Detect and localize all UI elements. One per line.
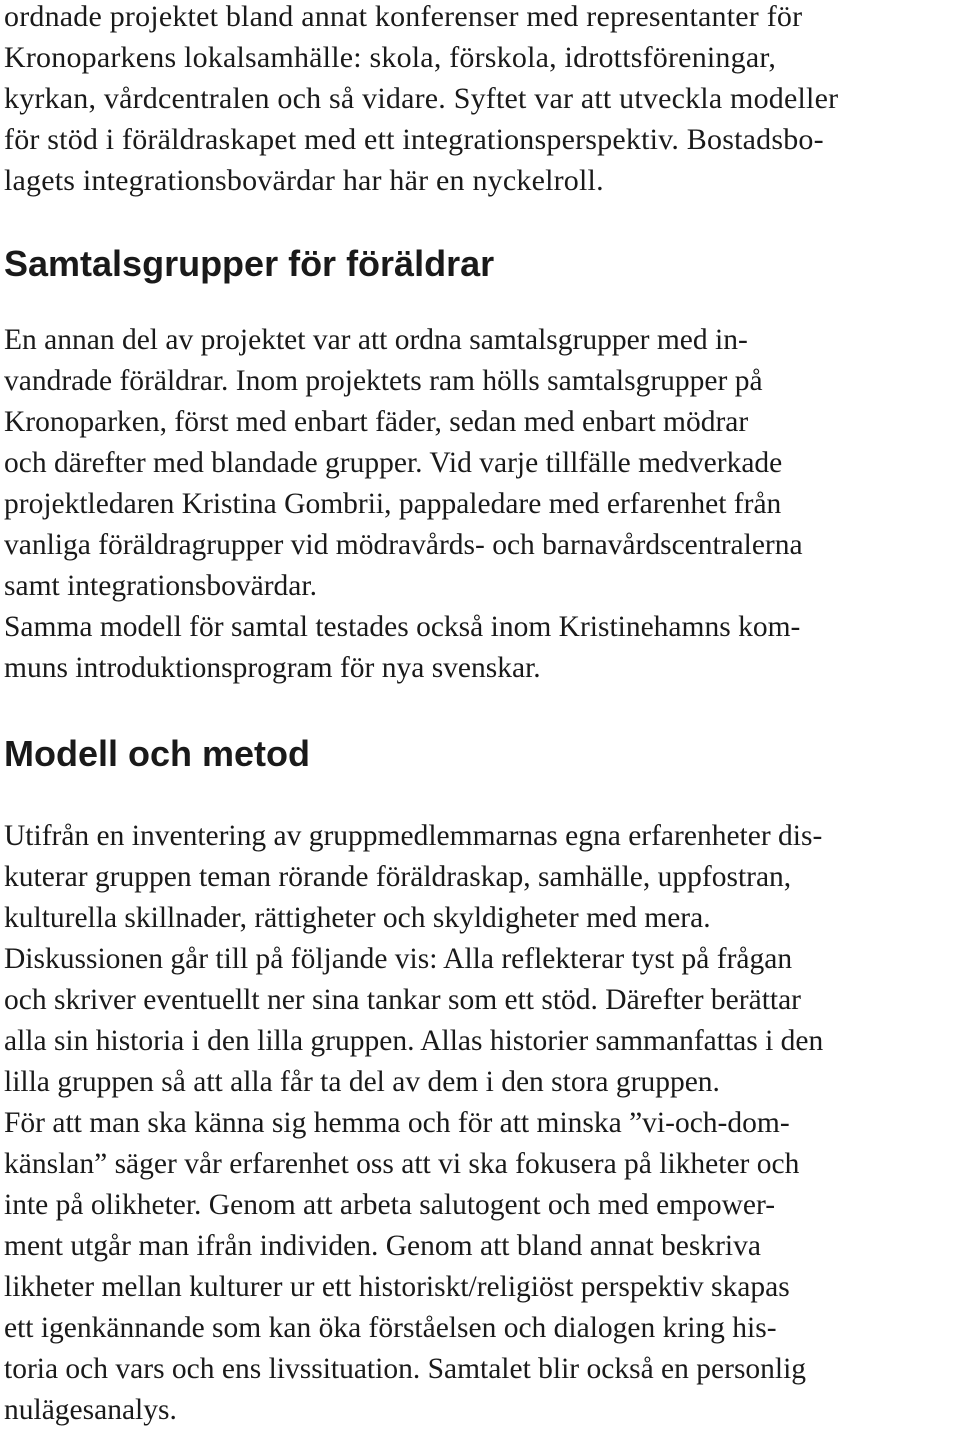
text-line: Utifrån en inventering av gruppmedlemmarnas egna erfarenheter dis- [4, 820, 823, 852]
text-line: kyrkan, vårdcentralen och så vidare. Syftet var att utveckla modeller [4, 82, 839, 115]
section-heading-samtalsgrupper: Samtalsgrupper för föräldrar [4, 243, 495, 284]
text-line: och därefter med blandade grupper. Vid varje tillfälle medverkade [4, 447, 783, 479]
text-line: nulägesanalys. [4, 1394, 177, 1426]
text-line: Diskussionen går till på följande vis: Alla reflekterar tyst på frågan [4, 943, 793, 975]
text-line: muns introduktionsprogram för nya svenskar. [4, 652, 541, 684]
text-line: ett igenkännande som kan öka förståelsen och dialogen kring his- [4, 1312, 777, 1344]
text-line: Samma modell för samtal testades också inom Kristinehamns kom- [4, 611, 801, 643]
text-line: och skriver eventuellt ner sina tankar som ett stöd. Därefter berättar [4, 984, 802, 1016]
text-line: För att man ska känna sig hemma och för att minska ”vi-och-dom- [4, 1107, 790, 1139]
text-line: Kronoparkens lokalsamhälle: skola, förskola, idrottsföreningar, [4, 41, 777, 74]
text-line: lilla gruppen så att alla får ta del av dem i den stora gruppen. [4, 1066, 720, 1098]
samtalsgrupper-paragraph [4, 320, 956, 689]
text-line: vanliga föräldragrupper vid mödravårds- och barnavårdscentralerna [4, 529, 803, 561]
text-line: kulturella skillnader, rättigheter och skyldigheter med mera. [4, 902, 711, 934]
intro-paragraph [4, 0, 956, 201]
text-line: för stöd i föräldraskapet med ett integrationsperspektiv. Bostadsbo- [4, 123, 824, 156]
modell-och-metod-paragraph [4, 816, 956, 1431]
text-line: likheter mellan kulturer ur ett historiskt/religiöst perspektiv skapas [4, 1271, 790, 1303]
text-line: vandrade föräldrar. Inom projektets ram hölls samtalsgrupper på [4, 365, 763, 397]
text-line: En annan del av projektet var att ordna samtalsgrupper med in- [4, 324, 748, 356]
text-line: projektledaren Kristina Gombrii, pappaledare med erfarenhet från [4, 488, 782, 520]
text-line: Kronoparken, först med enbart fäder, sedan med enbart mödrar [4, 406, 749, 438]
text-line: ordnade projektet bland annat konferenser med representanter för [4, 0, 803, 33]
text-line: känslan” säger vår erfarenhet oss att vi ska fokusera på likheter och [4, 1148, 800, 1180]
text-line: alla sin historia i den lilla gruppen. Allas historier sammanfattas i den [4, 1025, 824, 1057]
text-line: toria och vars och ens livssituation. Samtalet blir också en personlig [4, 1353, 807, 1385]
text-line: kuterar gruppen teman rörande föräldraskap, samhälle, uppfostran, [4, 861, 792, 893]
text-line: samt integrationsbovärdar. [4, 570, 317, 602]
section-heading-modell-och-metod: Modell och metod [4, 733, 310, 774]
text-line: inte på olikheter. Genom att arbeta salutogent och med empower- [4, 1189, 776, 1221]
text-line: ment utgår man ifrån individen. Genom att bland annat beskriva [4, 1230, 761, 1262]
document-page [4, 0, 956, 1431]
text-line: lagets integrationsbovärdar har här en nyckelroll. [4, 164, 604, 197]
